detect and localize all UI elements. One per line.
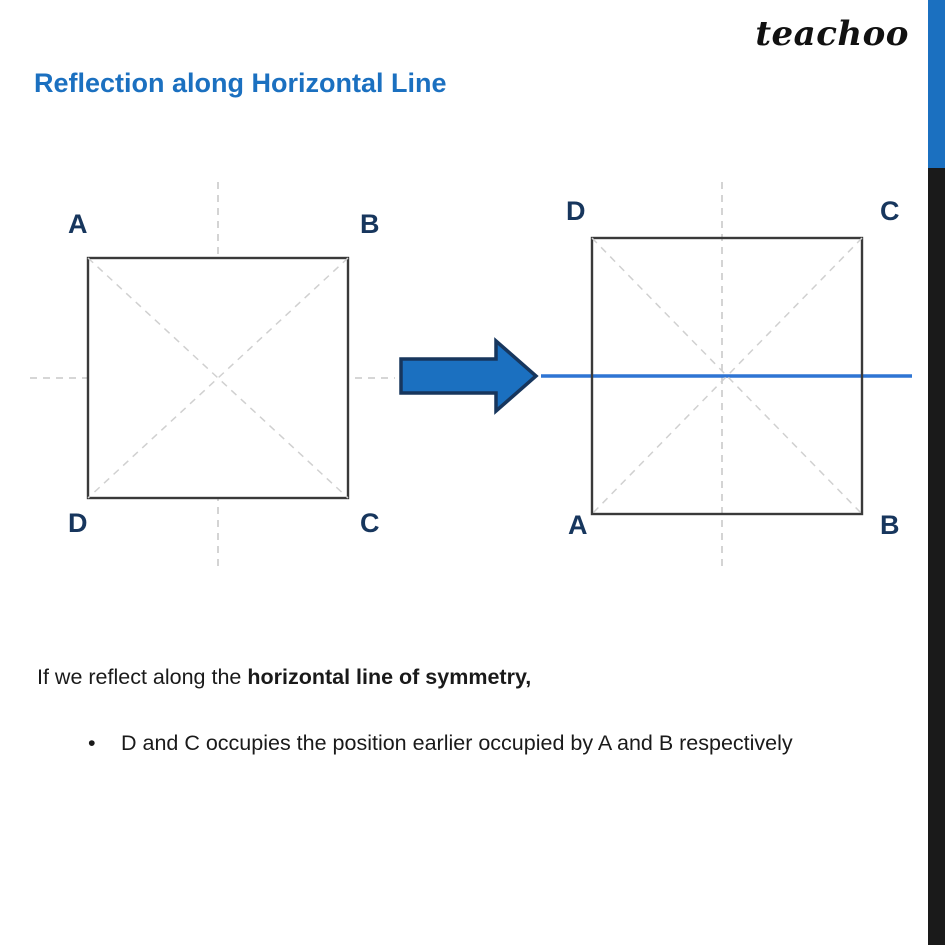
brand-logo: teachoo: [755, 14, 909, 54]
left-label-b: B: [360, 209, 380, 239]
left-label-a: A: [68, 209, 88, 239]
right-label-a: A: [568, 510, 588, 540]
right-label-c: C: [880, 196, 900, 226]
left-label-c: C: [360, 508, 380, 538]
lead-prefix: If we reflect along the: [37, 665, 248, 689]
edge-bar-blue: [928, 0, 945, 168]
right-label-b: B: [880, 510, 900, 540]
left-label-d: D: [68, 508, 88, 538]
transform-arrow: [401, 341, 536, 411]
lead-sentence: [37, 665, 531, 690]
lead-bold: horizontal line of symmetry,: [247, 665, 532, 689]
page-title: Reflection along Horizontal Line: [34, 68, 447, 98]
bullet-label: D and C occupies the position earlier occupied by A and B respectively: [121, 731, 793, 755]
right-label-d: D: [566, 196, 586, 226]
bullet-list-item: [88, 725, 888, 763]
edge-bar-dark: [928, 168, 945, 945]
bullet-marker: •: [88, 731, 96, 755]
reflection-diagram: [0, 150, 928, 610]
